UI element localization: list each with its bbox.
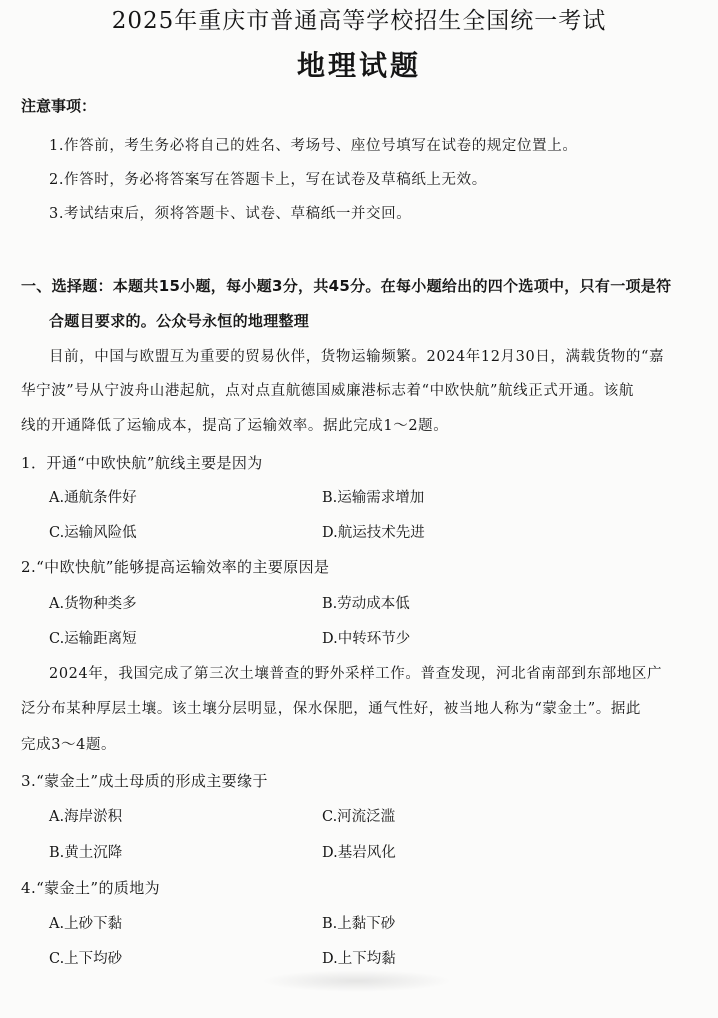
option-c: C.上下均砂 (49, 951, 123, 967)
notice-heading: 注意事项： (21, 97, 97, 115)
question-stem: 4.“蒙金土”的质地为 (21, 879, 161, 897)
notice-item: 2.作答时，务必将答案写在答题卡上，写在试卷及草稿纸上无效。 (49, 172, 487, 188)
question-stem: 1．开通“中欧快航”航线主要是因为 (21, 454, 263, 472)
passage-line: 目前，中国与欧盟互为重要的贸易伙伴，货物运输频繁。2024年12月30日，满载货物的“嘉 (49, 349, 665, 365)
option-b: B.上黏下砂 (322, 916, 396, 932)
option-d: D.航运技术先进 (322, 525, 425, 541)
option-a: A.货物种类多 (49, 596, 137, 612)
section-heading: 一、选择题：本题共15小题，每小题3分，共45分。在每小题给出的四个选项中，只有一项是符 (21, 277, 672, 295)
option-a: A.通航条件好 (49, 490, 137, 506)
option-a: A.上砂下黏 (49, 916, 123, 932)
option-c: C.运输风险低 (49, 525, 137, 541)
scan-smudge (262, 970, 452, 992)
option-d: D.基岩风化 (322, 845, 396, 861)
notice-item: 3.考试结束后，须将答题卡、试卷、草稿纸一并交回。 (49, 206, 412, 222)
option-b: B.运输需求增加 (322, 490, 425, 506)
option-b: B.劳动成本低 (322, 596, 410, 612)
exam-title: 2025年重庆市普通高等学校招生全国统一考试 (111, 8, 607, 34)
question-stem: 2.“中欧快航”能够提高运输效率的主要原因是 (21, 558, 330, 576)
option-c: C.运输距离短 (49, 631, 137, 647)
subject-title: 地理试题 (296, 49, 421, 82)
option-a: A.海岸淤积 (49, 809, 123, 825)
option-b: B.黄土沉降 (49, 845, 123, 861)
notice-item: 1.作答前，考生务必将自己的姓名、考场号、座位号填写在试卷的规定位置上。 (49, 138, 578, 154)
option-d: D.中转环节少 (322, 631, 411, 647)
passage-line: 泛分布某种厚层土壤。该土壤分层明显，保水保肥，通气性好，被当地人称为“蒙金土”。据此 (21, 701, 642, 717)
passage-line: 华宁波”号从宁波舟山港起航，点对点直航德国威廉港标志着“中欧快航”航线正式开通。该航 (21, 383, 634, 399)
passage-line: 线的开通降低了运输成本，提高了运输效率。据此完成1～2题。 (21, 418, 449, 434)
passage-line: 2024年，我国完成了第三次土壤普查的野外采样工作。普查发现，河北省南部到东部地区广 (49, 666, 663, 682)
option-d: D.上下均黏 (322, 951, 396, 967)
question-stem: 3.“蒙金土”成土母质的形成主要缘于 (21, 772, 268, 790)
passage-line: 完成3～4题。 (21, 737, 117, 753)
section-heading-cont: 合题目要求的。公众号永恒的地理整理 (49, 312, 310, 330)
option-c: C.河流泛滥 (322, 809, 396, 825)
